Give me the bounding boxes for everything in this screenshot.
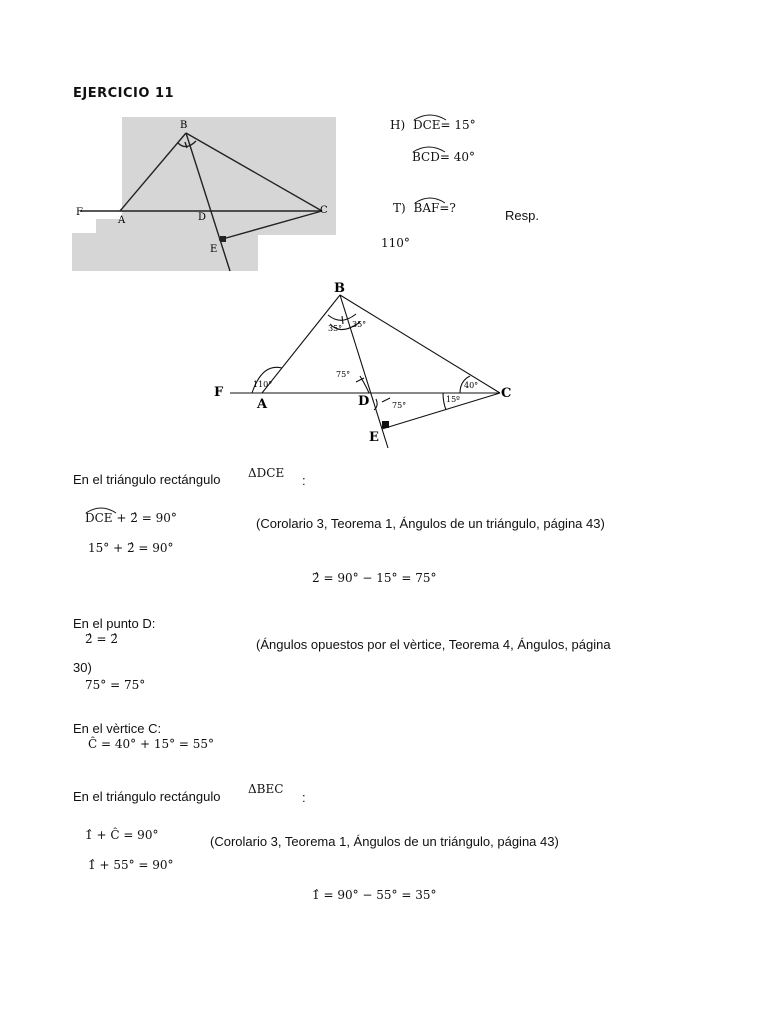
equation-5: 75° = 75° [85,678,146,692]
segment-ab [262,295,343,393]
eq7-note: (Corolario 3, Teorema 1, Ángulos de un triángulo, página 43) [210,834,559,849]
page-title: EJERCICIO 11 [73,86,175,101]
angle-75b-label: 75° [392,401,407,410]
thesis-t [393,201,456,215]
tri1-colon: : [302,473,306,488]
baf-value: =? [439,201,456,215]
scan-label-f: F [76,207,83,218]
arc-bcd [412,150,440,164]
point-d-heading: En el punto D: [73,616,156,631]
angle-40-label: 40° [464,381,479,390]
tri1-text: En el triángulo rectángulo [73,472,221,487]
arc-mark-icon [413,113,447,121]
arc-baf [414,201,440,215]
arc-mark-icon [85,506,117,514]
scan-label-c: C [320,205,328,216]
resp-label: Resp. [505,208,539,223]
label-d: D [358,394,370,409]
vertex-c-heading: En el vèrtice C: [73,721,162,736]
hyp-h-label: H) [390,118,406,132]
equation-6: Ĉ = 40° + 15° = 55° [88,737,215,751]
eq4-note: (Ángulos opuestos por el vèrtice, Teorema 4, Ángulos, página [256,637,611,652]
arc-dce [413,118,441,132]
label-e: E [369,430,379,445]
arc-mark-icon [414,196,446,204]
equation-9: 1̂ = 90° − 55° = 35° [312,888,437,902]
segment-ec [382,393,500,429]
answer-value: 110° [381,236,410,250]
triangle-diagram [210,278,520,450]
right-angle-mark [382,421,389,428]
tri2-text: En el triángulo rectángulo [73,789,221,804]
tri1-symbol: ΔDCE [248,466,285,480]
angle-110-label: 110° [253,380,273,389]
equation-1 [85,511,177,525]
tick-b [342,316,343,324]
equation-3: 2̂ = 90° − 15° = 75° [312,571,437,585]
angle-35a-label: 35° [328,324,343,333]
tick-75b [382,398,390,402]
angle-35b-label: 35° [352,320,367,329]
tri2-symbol: ΔBEC [248,782,284,796]
scan-label-b: B [180,120,188,131]
arc-mark-icon [412,145,446,153]
scan-label-d: D [198,212,207,223]
label-a: A [257,397,268,412]
arc-dce-text: DCE [412,118,441,132]
eq4-note-cont: 30) [73,660,92,675]
eq1-arc-text: DCE [85,511,113,525]
equation-7: 1̂ + Ĉ = 90° [85,828,159,842]
scan-label-e: E [210,244,218,255]
equation-2: 15° + 2̂ = 90° [88,541,174,555]
angle-15-label: 15º [446,395,460,404]
scan-label-a: A [118,215,126,226]
label-b: B [334,281,345,296]
arc-baf-text: BAF [413,201,440,215]
hypothesis-h [390,118,476,132]
tri2-colon: : [302,790,306,805]
angle-75a-label: 75° [336,370,351,379]
eq1-rest: + 2̂ = 90° [112,511,177,525]
label-f: F [214,385,224,400]
bcd-value: = 40° [439,150,475,164]
thesis-t-label: T) [393,201,406,215]
hypothesis-bcd [412,150,475,164]
arc-bcd-text: BCD [412,150,440,164]
dce-value: = 15° [440,118,476,132]
equation-8: 1̂ + 55° = 90° [88,858,174,872]
arc-dce-eq [85,511,113,525]
scan-background [72,117,336,271]
equation-4: 2̂ = 2̂ [85,632,118,646]
scanned-figure [72,115,338,273]
label-c: C [501,386,512,401]
eq1-note: (Corolario 3, Teorema 1, Ángulos de un triángulo, página 43) [256,516,605,531]
